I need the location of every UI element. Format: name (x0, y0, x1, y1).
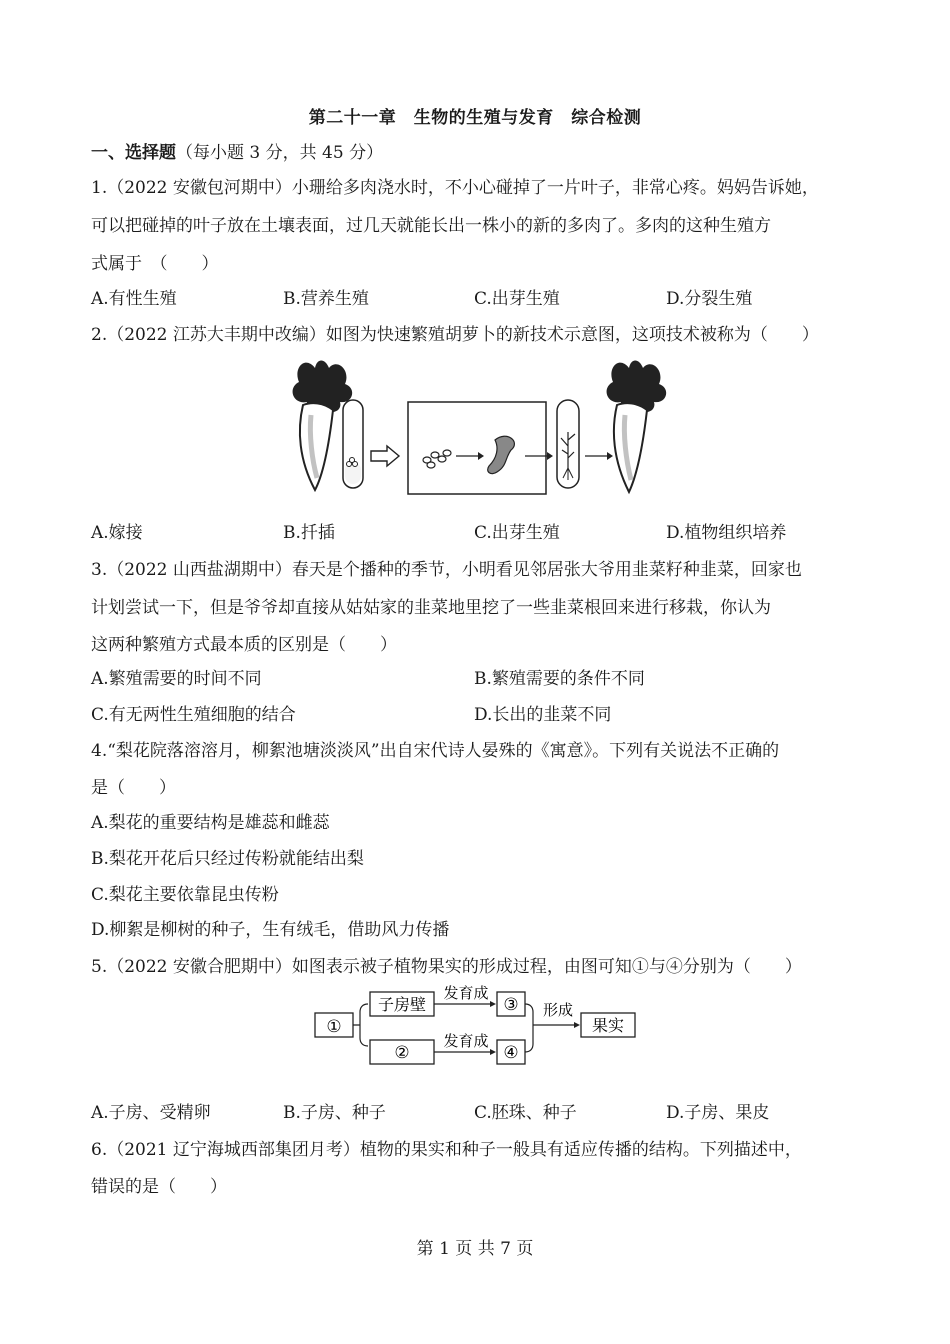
fruit-formation-diagram (310, 982, 640, 1072)
q2-option-b: B.扦插 (283, 523, 335, 543)
q4-line-2: 是（ ） (91, 778, 176, 798)
test-tube-1 (343, 400, 363, 488)
q1-option-a: A.有性生殖 (91, 289, 177, 309)
q3-line-2: 计划尝试一下，但是爷爷却直接从姑姑家的韭菜地里挖了一些韭菜根回来进行移栽，你认为 (91, 598, 771, 618)
q1-line-1: 1.（2022 安徽包河期中）小珊给多肉浇水时，不小心碰掉了一片叶子，非常心疼。妈妈告诉她， (91, 178, 819, 198)
ovary-wall-label: 子房壁 (377, 995, 427, 1014)
q1-option-c: C.出芽生殖 (474, 289, 560, 309)
q5-option-d: D.子房、果皮 (666, 1103, 770, 1123)
q6-line-2: 错误的是（ ） (91, 1177, 227, 1197)
q4-option-b: B.梨花开花后只经过传粉就能结出梨 (91, 849, 364, 869)
q5-option-c: C.胚珠、种子 (474, 1103, 577, 1123)
hollow-arrow (371, 446, 399, 466)
q2-option-d: D.植物组织培养 (666, 523, 787, 543)
q1-line-3: 式属于 （ ） (91, 254, 219, 274)
q4-option-a: A.梨花的重要结构是雄蕊和雌蕊 (91, 813, 330, 833)
circle-4-label: ④ (503, 1043, 519, 1063)
q5-option-b: B.子房、种子 (283, 1103, 386, 1123)
section-note: （每小题 3 分，共 45 分） (176, 143, 384, 163)
circle-3-label: ③ (503, 995, 519, 1015)
q1-option-d: D.分裂生殖 (666, 289, 753, 309)
q2-line-1: 2.（2022 江苏大丰期中改编）如图为快速繁殖胡萝卜的新技术示意图，这项技术被称为（ ） (91, 325, 819, 345)
q4-option-d: D.柳絮是柳树的种子，生有绒毛，借助风力传播 (91, 920, 450, 940)
develop-label-2: 发育成 (443, 1032, 489, 1050)
q3-line-1: 3.（2022 山西盐湖期中）春天是个播种的季节，小明看见邻居张大爷用韭菜籽种韭菜，回家也 (91, 560, 802, 580)
q3-option-a: A.繁殖需要的时间不同 (91, 669, 262, 689)
circle-2-label: ② (394, 1043, 410, 1063)
carrot-tissue-culture-figure (285, 350, 670, 500)
q3-option-b: B.繁殖需要的条件不同 (474, 669, 645, 689)
q3-option-c: C.有无两性生殖细胞的结合 (91, 705, 296, 725)
carrot-right-illustration (607, 361, 667, 493)
page-title: 第二十一章 生物的生殖与发育 综合检测 (308, 108, 642, 128)
section-header (91, 138, 383, 163)
q5-option-a: A.子房、受精卵 (91, 1103, 211, 1123)
circle-1-label: ① (326, 1017, 342, 1037)
section-heading: 一、选择题 (91, 143, 176, 163)
q2-option-a: A.嫁接 (91, 523, 143, 543)
page-footer: 第 1 页 共 7 页 (416, 1239, 534, 1259)
q3-line-3: 这两种繁殖方式最本质的区别是（ ） (91, 635, 397, 655)
test-tube-2 (557, 400, 579, 488)
q2-option-c: C.出芽生殖 (474, 523, 560, 543)
q5-line-1: 5.（2022 安徽合肥期中）如图表示被子植物果实的形成过程，由图可知①与④分别为（ ） (91, 957, 802, 977)
fruit-label: 果实 (591, 1016, 625, 1035)
form-label: 形成 (542, 1001, 574, 1019)
q4-line-1: 4.“梨花院落溶溶月，柳絮池塘淡淡风”出自宋代诗人晏殊的《寓意》。下列有关说法不正确的 (91, 741, 780, 761)
culture-box (408, 402, 546, 494)
q1-line-2: 可以把碰掉的叶子放在土壤表面，过几天就能长出一株小的新的多肉了。多肉的这种生殖方 (91, 216, 771, 236)
q4-option-c: C.梨花主要依靠昆虫传粉 (91, 885, 279, 905)
q3-option-d: D.长出的韭菜不同 (474, 705, 612, 725)
q6-line-1: 6.（2021 辽宁海城西部集团月考）植物的果实和种子一般具有适应传播的结构。下列描述中， (91, 1140, 802, 1160)
develop-label-1: 发育成 (443, 984, 489, 1002)
q1-option-b: B.营养生殖 (283, 289, 369, 309)
